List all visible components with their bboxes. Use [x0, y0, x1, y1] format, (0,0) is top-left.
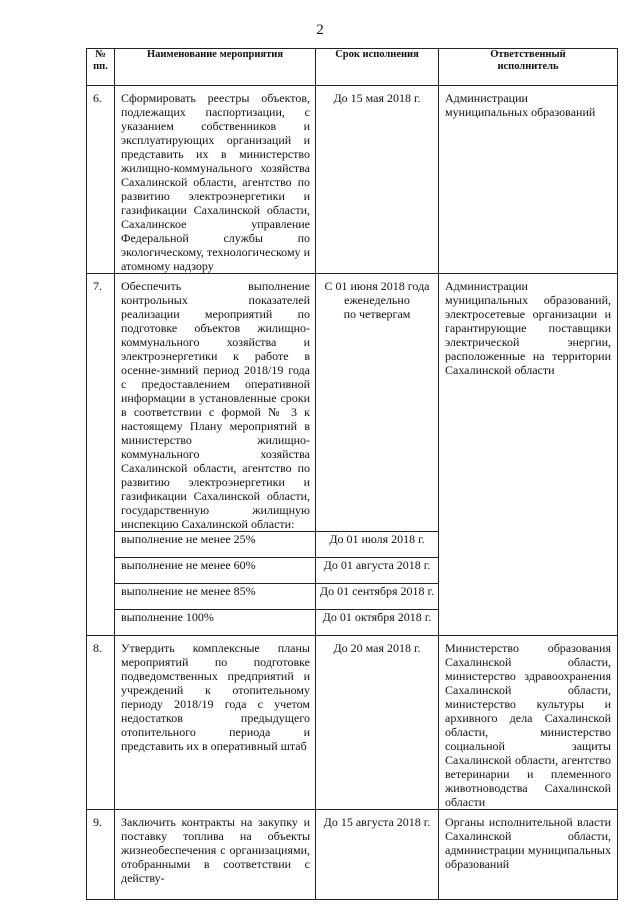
subrow-deadline: До 01 августа 2018 г. — [316, 558, 439, 584]
row-responsible: Министерство образования Сахалинской области, министерство здравоохранения Сахалинской области, министерство культуры и архивного дела Сахалинской области, министерство социальной защиты Сахалинской области, агентство ветеринарии и племенного животноводства Сахалинской области — [439, 636, 618, 810]
table-row — [87, 636, 618, 810]
header-responsible: Ответственный исполнитель — [439, 49, 618, 86]
row-number: 6. — [87, 86, 115, 274]
page-number: 2 — [316, 22, 324, 38]
table-header-row — [87, 49, 618, 86]
row-number: 7. — [87, 274, 115, 636]
header-num: № пп. — [87, 49, 115, 86]
row-deadline: До 15 августа 2018 г. — [316, 810, 439, 900]
subrow-deadline: До 01 сентября 2018 г. — [316, 584, 439, 610]
row-responsible: Администрации муниципальных образований — [439, 86, 618, 274]
row-deadline: До 20 мая 2018 г. — [316, 636, 439, 810]
table-row — [87, 86, 618, 274]
header-deadline: Срок исполнения — [316, 49, 439, 86]
row-responsible: Органы исполнительной власти Сахалинской области, администрации муниципальных образований — [439, 810, 618, 900]
subrow-deadline: До 01 октября 2018 г. — [316, 610, 439, 636]
row-text: Обеспечить выполнение контрольных показателей реализации мероприятий по подготовке объектов жилищно-коммунального хозяйства и электроэнергетики к работе в осенне-зимний период 2018/19 года с предоставлением оперативной информации в установленные сроки в соответствии с формой № 3 к настоящему Плану мероприятий в министерство жилищно-коммунального хозяйства Сахалинской области, агентство по развитию электроэнергетики и газификации Сахалинской области, государственную жилищную инспекцию Сахалинской области: — [115, 274, 316, 532]
subrow-deadline: До 01 июля 2018 г. — [316, 532, 439, 558]
header-name: Наименование мероприятия — [115, 49, 316, 86]
subrow-text: выполнение не менее 85% — [115, 584, 316, 610]
row-text: Утвердить комплексные планы мероприятий по подготовке подведомственных предприятий и учреждений к отопительному периоду 2018/19 года с учетом недостатков предыдущего отопительного периода и представить их в оперативный штаб — [115, 636, 316, 810]
subrow-text: выполнение не менее 60% — [115, 558, 316, 584]
row-number: 8. — [87, 636, 115, 810]
row-deadline: С 01 июня 2018 года еженедельно по четвергам — [316, 274, 439, 532]
plan-table — [86, 48, 618, 900]
subrow-text: выполнение не менее 25% — [115, 532, 316, 558]
row-text: Заключить контракты на закупку и поставку топлива на объекты жизнеобеспечения с организациями, отобранными в соответствии с действу- — [115, 810, 316, 900]
table-row — [87, 810, 618, 900]
subrow-text: выполнение 100% — [115, 610, 316, 636]
row-responsible: Администрации муниципальных образований, электросетевые организации и гарантирующие поставщики электрической энергии, расположенные на территории Сахалинской области — [439, 274, 618, 636]
row-number: 9. — [87, 810, 115, 900]
row-deadline: До 15 мая 2018 г. — [316, 86, 439, 274]
row-text: Сформировать реестры объектов, подлежащих паспортизации, с указанием собственников и эксплуатирующих организаций и представить их в министерство жилищно-коммунального хозяйства Сахалинской области, агентство по развитию электроэнергетики и газификации Сахалинской области, Сахалинское управление Федеральной службы по экологическому, технологическому и атомному надзору — [115, 86, 316, 274]
table-row — [87, 274, 618, 532]
